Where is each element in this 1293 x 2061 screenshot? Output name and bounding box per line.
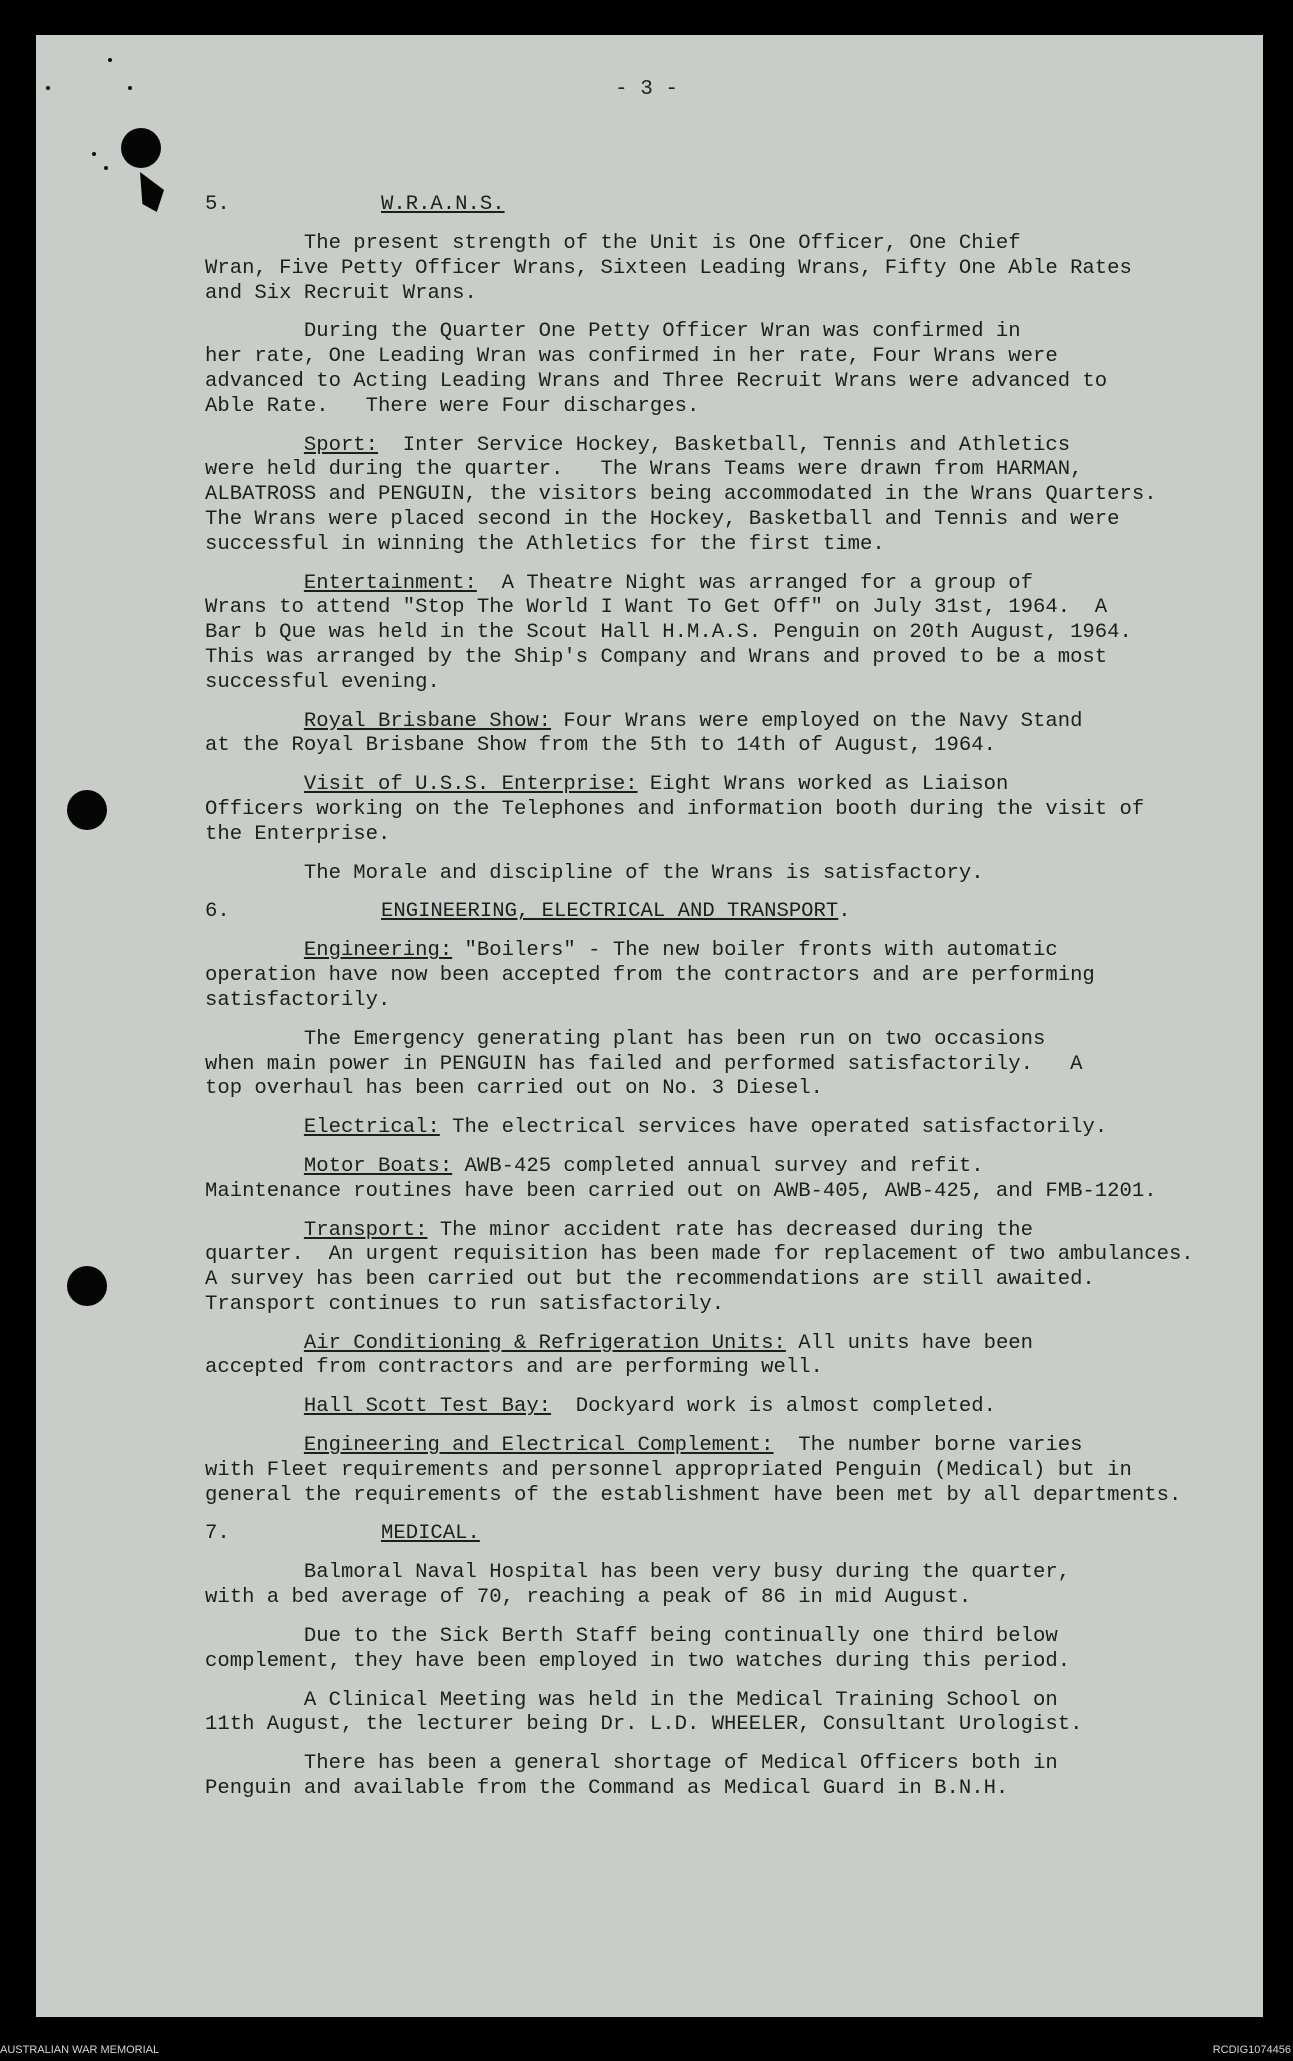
paragraph-text: Inter Service Hockey, Basketball, Tennis and Athletics were held during the quarter. The Wrans Teams were drawn from HARMAN, ALBATROSS and PENGUIN, the visitors being accommodated in the Wrans Quarters. The Wrans were placed second in the Hockey, Basketball and Tennis and were successful in winning the Athletics for the first time. [205, 433, 1157, 556]
section-title: W.R.A.N.S. [381, 193, 505, 216]
section-heading [205, 193, 1215, 218]
paragraph-text: "Boilers" - The new boiler fronts with automatic operation have now been accepted from the contractors and are performing satisfactorily. [205, 939, 1095, 1012]
subheading: Engineering: [303, 939, 453, 963]
paragraph-hall-scott [205, 1395, 1215, 1420]
paragraph: The Emergency generating plant has been run on two occasions when main power in PENGUIN has failed and performed satisfactorily. A top overhaul has been carried out on No. 3 Diesel. [205, 1027, 1083, 1101]
punch-hole-lower [67, 1266, 107, 1306]
section-title-end: . [838, 900, 851, 924]
subheading: Engineering and Electrical Complement: [303, 1434, 774, 1458]
paragraph-text: The number borne varies with Fleet requirements and personnel appropriated Penguin (Medical) but in general the requirements of the establishment have been met by all departments. [205, 1434, 1182, 1507]
document-body [205, 193, 1215, 1816]
section-title [381, 900, 851, 925]
paragraph: Balmoral Naval Hospital has been very busy during the quarter, with a bed average of 70, reaching a peak of 86 in mid August. [205, 1561, 1071, 1610]
section-number: 7. [205, 1522, 230, 1546]
subheading: Entertainment: [303, 571, 477, 595]
subheading: Royal Brisbane Show: [303, 709, 552, 733]
paragraph-text: AWB-425 completed annual survey and refit. Maintenance routines have been carried out on AWB-405, AWB-425, and FMB-1201. [205, 1154, 1157, 1203]
subheading: Visit of U.S.S. Enterprise: [303, 773, 638, 797]
paragraph-text: All units have been accepted from contractors and are performing well. [205, 1331, 1034, 1380]
paragraph-engineering [205, 939, 1215, 1013]
punch-hole-middle [67, 790, 107, 830]
paragraph: The Morale and discipline of the Wrans is satisfactory. [205, 861, 984, 885]
paragraph-sport [205, 434, 1215, 558]
paragraph-text: Dockyard work is almost completed. [551, 1395, 996, 1419]
subheading: Hall Scott Test Bay: [303, 1395, 552, 1419]
section-number: 5. [205, 193, 230, 216]
paragraph-visit [205, 773, 1215, 847]
section-number: 6. [205, 900, 230, 924]
ink-speck [104, 166, 108, 170]
subheading: Transport: [303, 1218, 428, 1242]
punch-hole-top [121, 128, 161, 168]
section-title: MEDICAL. [381, 1522, 480, 1546]
ink-speck [108, 58, 112, 62]
section-heading [205, 1522, 1215, 1547]
archive-credit: AUSTRALIAN WAR MEMORIAL [0, 2044, 160, 2056]
ink-speck [92, 152, 96, 156]
paragraph: Due to the Sick Berth Staff being continually one third below complement, they have been employed in two watches during this period. [205, 1625, 1071, 1673]
archive-id: RCDIG1074456 [1212, 2044, 1291, 2056]
paragraph-text: Eight Wrans worked as Liaison Officers working on the Telephones and information booth during the visit of the Enterprise. [205, 773, 1145, 846]
paragraph: There has been a general shortage of Medical Officers both in Penguin and available from the Command as Medical Guard in B.N.H. [205, 1752, 1058, 1801]
paragraph-text: Four Wrans were employed on the Navy Stand at the Royal Brisbane Show from the 5th to 14th of August, 1964. [205, 709, 1083, 758]
paragraph-motor-boats [205, 1155, 1215, 1205]
paragraph-air-conditioning [205, 1332, 1215, 1382]
section-heading [205, 900, 1215, 925]
paragraph-electrical [205, 1116, 1215, 1141]
subheading: Electrical: [303, 1116, 440, 1140]
subheading: Sport: [303, 433, 379, 457]
paragraph-text: The minor accident rate has decreased during the quarter. An urgent requisition has been made for replacement of two ambulances. A survey has been carried out but the recommendations are still awaited. Transport continues to run satisfactorily. [205, 1218, 1194, 1316]
paragraph: A Clinical Meeting was held in the Medical Training School on 11th August, the lecturer being Dr. L.D. WHEELER, Consultant Urologist. [205, 1688, 1083, 1737]
paragraph-complement [205, 1434, 1215, 1508]
paragraph: During the Quarter One Petty Officer Wran was confirmed in her rate, One Leading Wran was confirmed in her rate, Four Wrans were advanced to Acting Leading Wrans and Three Recruit Wrans were advanced to Able Rate. There were Four discharges. [205, 320, 1108, 418]
paragraph-text: The electrical services have operated satisfactorily. [439, 1116, 1108, 1140]
paragraph-show [205, 710, 1215, 760]
section-title-text: ENGINEERING, ELECTRICAL AND TRANSPORT [381, 900, 839, 924]
paragraph-text: A Theatre Night was arranged for a group of Wrans to attend "Stop The World I Want To Get Off" on July 31st, 1964. A Bar b Que was held in the Scout Hall H.M.A.S. Penguin on 20th August, 1964. This was arranged by the Ship's Company and Wrans and proved to be a most successful evening. [205, 571, 1132, 694]
subheading: Air Conditioning & Refrigeration Units: [303, 1331, 786, 1355]
paragraph-transport [205, 1219, 1215, 1318]
paragraph-entertainment [205, 572, 1215, 696]
paragraph: The present strength of the Unit is One Officer, One Chief Wran, Five Petty Officer Wrans, Sixteen Leading Wrans, Fifty One Able Rates and Six Recruit Wrans. [205, 232, 1132, 305]
page-number: - 3 - [614, 78, 678, 101]
subheading: Motor Boats: [303, 1154, 453, 1178]
